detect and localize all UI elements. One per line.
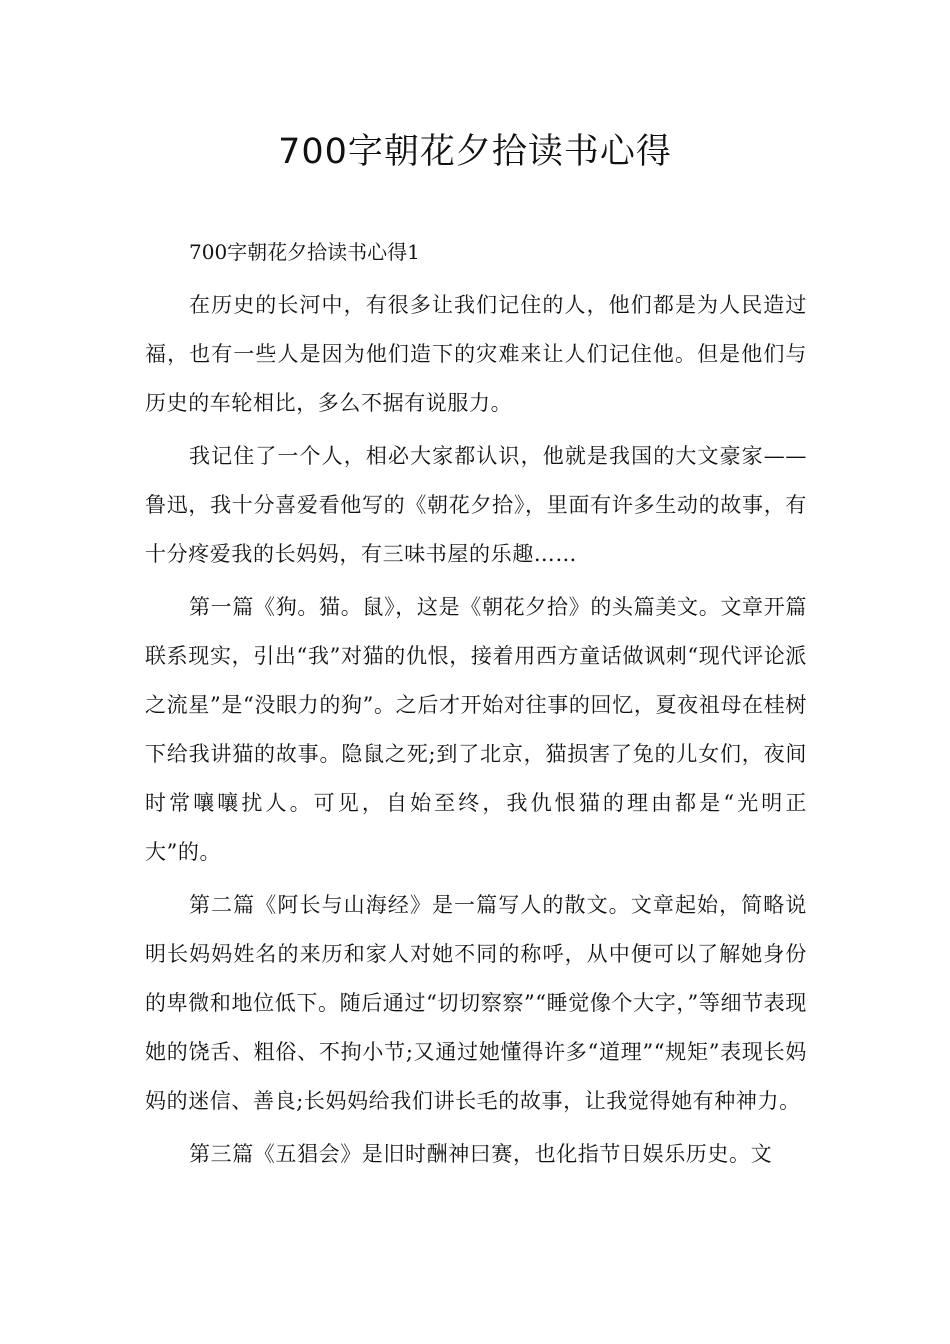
document-body bbox=[145, 228, 807, 1183]
paragraph-wuchang-fair: 第三篇《五猖会》是旧时酬神曰赛，也化指节日娱乐历史。文 bbox=[189, 1142, 773, 1166]
paragraph-luxun: 我记住了一个人，相必大家都认识，他就是我国的大文豪家——鲁迅，我十分喜爱看他写的《朝花夕拾》，里面有许多生动的故事，有十分疼爱我的长妈妈，有三味书屋的乐趣…… bbox=[145, 444, 807, 566]
paragraph-ah-chang: 第二篇《阿长与山海经》是一篇写人的散文。文章起始，简略说明长妈妈姓名的来历和家人对她不同的称呼，从中便可以了解她身份的卑微和地位低下。随后通过“切切察察”“睡觉像个大字，”等细节表现她的饶舌、粗俗、不拘小节;又通过她懂得许多“道理”“规矩”表现长妈妈的迷信、善良;长妈妈给我们讲长毛的故事，让我觉得她有种神力。 bbox=[145, 893, 807, 1113]
paragraph-dog-cat-mouse: 第一篇《狗。猫。鼠》，这是《朝花夕拾》的头篇美文。文章开篇联系现实，引出“我”对猫的仇恨，接着用西方童话做讽刺“现代评论派之流星”是“没眼力的狗”。之后才开始对往事的回忆，夏夜祖母在桂树下给我讲猫的故事。隐鼠之死;到了北京，猫损害了兔的儿女们，夜间时常嚷嚷扰人。可见，自始至终，我仇恨猫的理由都是“光明正大”的。 bbox=[145, 595, 807, 864]
document-title: 700字朝花夕拾读书心得 bbox=[278, 132, 672, 172]
section-heading: 700字朝花夕拾读书心得1 bbox=[189, 240, 420, 264]
paragraph-intro: 在历史的长河中，有很多让我们记住的人，他们都是为人民造过福，也有一些人是因为他们造下的灾难来让人们记住他。但是他们与历史的车轮相比，多么不据有说服力。 bbox=[145, 293, 807, 415]
